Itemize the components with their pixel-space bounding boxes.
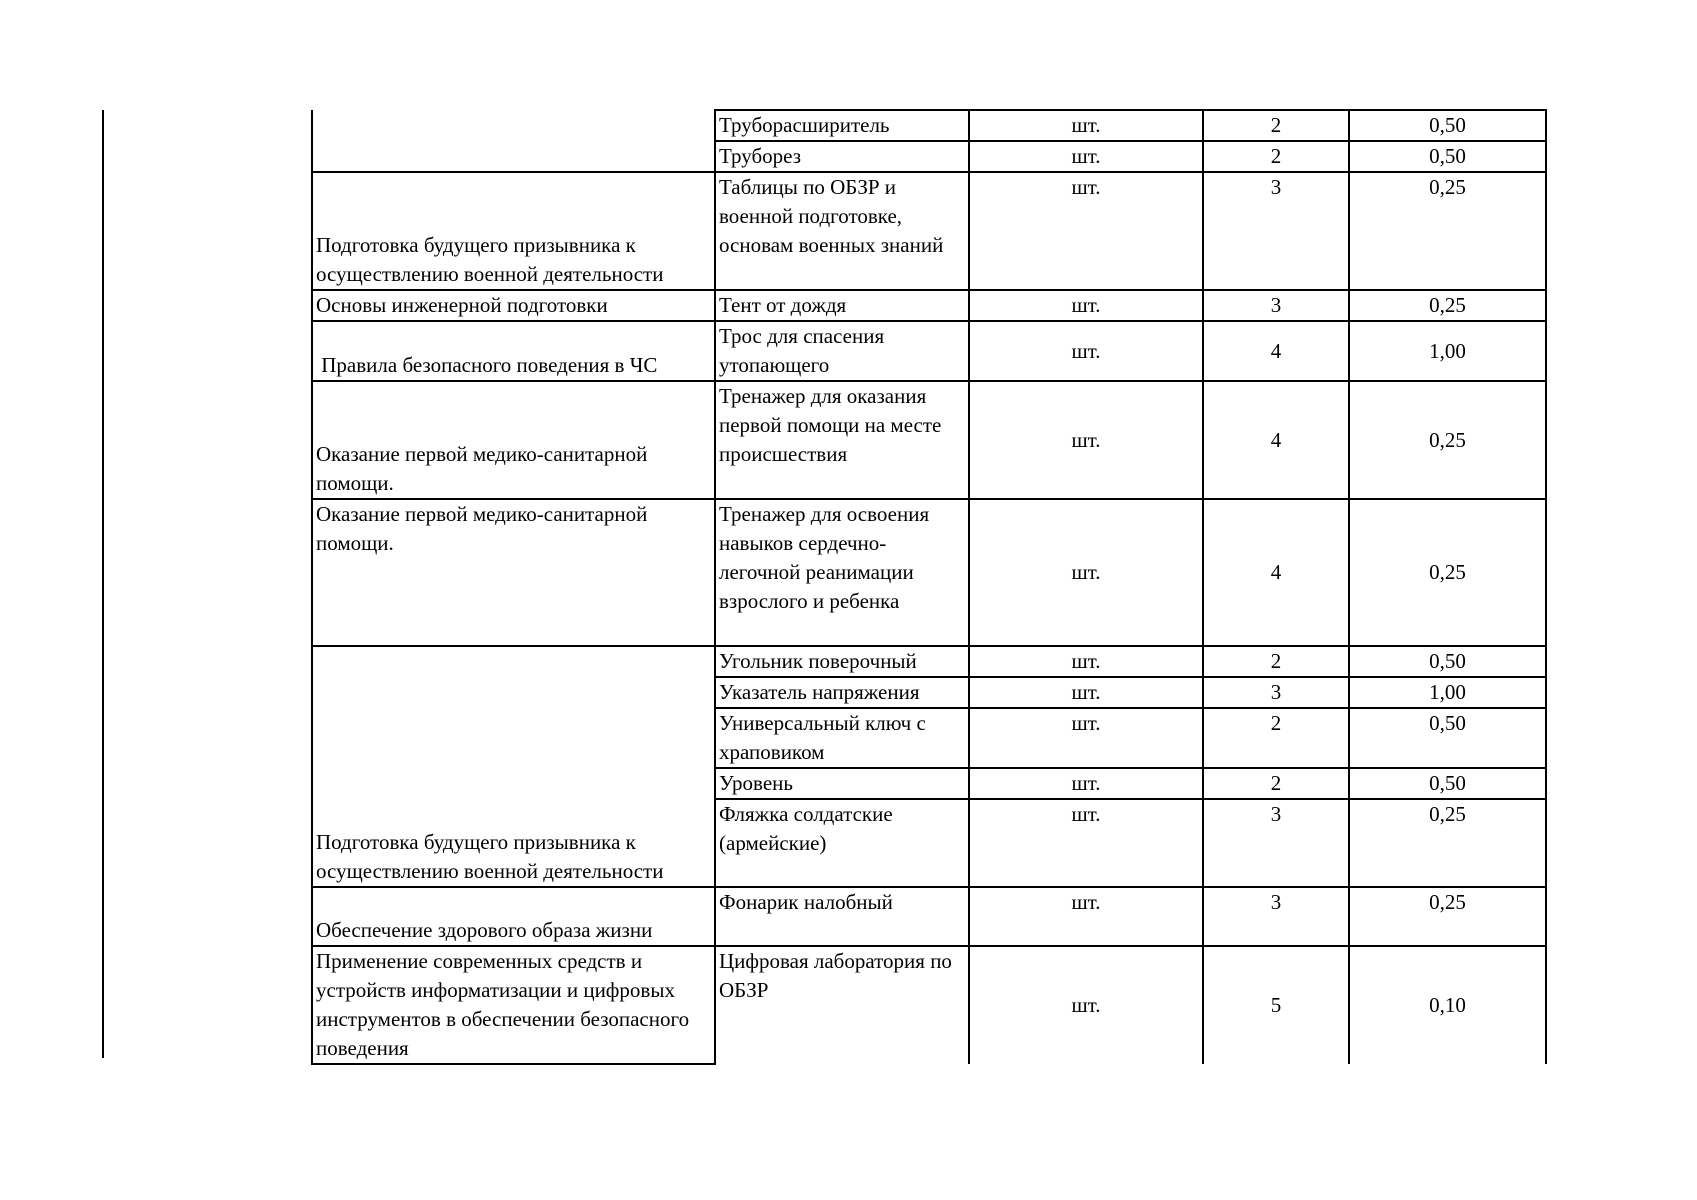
qty-cell: 2 bbox=[1203, 768, 1349, 799]
item-cell: Труборасширитель bbox=[715, 110, 969, 141]
item-cell: Тренажер для освоения навыков сердечно-легочной реанимации взрослого и ребенка bbox=[715, 499, 969, 646]
unit-cell: шт. bbox=[969, 887, 1203, 946]
item-cell: Универсальный ключ с храповиком bbox=[715, 708, 969, 768]
unit-cell: шт. bbox=[969, 499, 1203, 646]
item-cell: Фляжка солдатские (армейские) bbox=[715, 799, 969, 887]
page-margin-rule bbox=[102, 110, 104, 1058]
item-cell: Труборез bbox=[715, 141, 969, 172]
unit-cell: шт. bbox=[969, 110, 1203, 141]
unit-cell: шт. bbox=[969, 799, 1203, 887]
item-cell: Трос для спасения утопающего bbox=[715, 321, 969, 381]
unit-cell: шт. bbox=[969, 768, 1203, 799]
item-cell: Фонарик налобный bbox=[715, 887, 969, 946]
coef-cell: 0,50 bbox=[1349, 646, 1546, 677]
item-cell: Угольник поверочный bbox=[715, 646, 969, 677]
qty-cell: 3 bbox=[1203, 677, 1349, 708]
table-row bbox=[312, 381, 1546, 499]
qty-cell: 2 bbox=[1203, 646, 1349, 677]
topic-cell bbox=[312, 110, 715, 172]
item-cell: Тент от дождя bbox=[715, 290, 969, 321]
coef-cell: 0,50 bbox=[1349, 708, 1546, 768]
topic-cell: Оказание первой медико-санитарной помощи. bbox=[312, 499, 715, 646]
qty-cell: 2 bbox=[1203, 708, 1349, 768]
table-row bbox=[312, 321, 1546, 381]
unit-cell: шт. bbox=[969, 646, 1203, 677]
table-row bbox=[312, 646, 1546, 677]
coef-cell: 0,50 bbox=[1349, 110, 1546, 141]
coef-cell: 0,50 bbox=[1349, 768, 1546, 799]
table-row bbox=[312, 499, 1546, 646]
coef-cell: 0,25 bbox=[1349, 172, 1546, 290]
table-row bbox=[312, 887, 1546, 946]
qty-cell: 3 bbox=[1203, 887, 1349, 946]
coef-cell: 0,10 bbox=[1349, 946, 1546, 1064]
table-row bbox=[312, 290, 1546, 321]
topic-cell: Оказание первой медико-санитарной помощи. bbox=[312, 381, 715, 499]
qty-cell: 3 bbox=[1203, 172, 1349, 290]
unit-cell: шт. bbox=[969, 677, 1203, 708]
unit-cell: шт. bbox=[969, 141, 1203, 172]
unit-cell: шт. bbox=[969, 172, 1203, 290]
topic-cell: Подготовка будущего призывника к осуществлению военной деятельности bbox=[312, 172, 715, 290]
coef-cell: 0,25 bbox=[1349, 290, 1546, 321]
topic-cell: Обеспечение здорового образа жизни bbox=[312, 887, 715, 946]
item-cell: Указатель напряжения bbox=[715, 677, 969, 708]
table-row bbox=[312, 172, 1546, 290]
qty-cell: 4 bbox=[1203, 381, 1349, 499]
coef-cell: 1,00 bbox=[1349, 677, 1546, 708]
item-cell: Таблицы по ОБЗР и военной подготовке, основам военных знаний bbox=[715, 172, 969, 290]
qty-cell: 2 bbox=[1203, 110, 1349, 141]
topic-cell: Применение современных средств и устройств информатизации и цифровых инструментов в обеспечении безопасного поведения bbox=[312, 946, 715, 1064]
coef-cell: 0,25 bbox=[1349, 381, 1546, 499]
coef-cell: 0,50 bbox=[1349, 141, 1546, 172]
unit-cell: шт. bbox=[969, 321, 1203, 381]
qty-cell: 3 bbox=[1203, 290, 1349, 321]
topic-cell: Правила безопасного поведения в ЧС bbox=[312, 321, 715, 381]
unit-cell: шт. bbox=[969, 946, 1203, 1064]
topic-cell: Основы инженерной подготовки bbox=[312, 290, 715, 321]
coef-cell: 0,25 bbox=[1349, 499, 1546, 646]
coef-cell: 1,00 bbox=[1349, 321, 1546, 381]
topic-cell: Подготовка будущего призывника к осуществлению военной деятельности bbox=[312, 646, 715, 887]
unit-cell: шт. bbox=[969, 290, 1203, 321]
item-cell: Цифровая лаборатория по ОБЗР bbox=[715, 946, 969, 1064]
table-row bbox=[312, 110, 1546, 141]
equipment-table bbox=[311, 109, 1547, 1065]
qty-cell: 5 bbox=[1203, 946, 1349, 1064]
coef-cell: 0,25 bbox=[1349, 799, 1546, 887]
unit-cell: шт. bbox=[969, 381, 1203, 499]
coef-cell: 0,25 bbox=[1349, 887, 1546, 946]
table-row bbox=[312, 946, 1546, 1064]
qty-cell: 4 bbox=[1203, 321, 1349, 381]
unit-cell: шт. bbox=[969, 708, 1203, 768]
qty-cell: 3 bbox=[1203, 799, 1349, 887]
item-cell: Уровень bbox=[715, 768, 969, 799]
qty-cell: 4 bbox=[1203, 499, 1349, 646]
qty-cell: 2 bbox=[1203, 141, 1349, 172]
item-cell: Тренажер для оказания первой помощи на месте происшествия bbox=[715, 381, 969, 499]
